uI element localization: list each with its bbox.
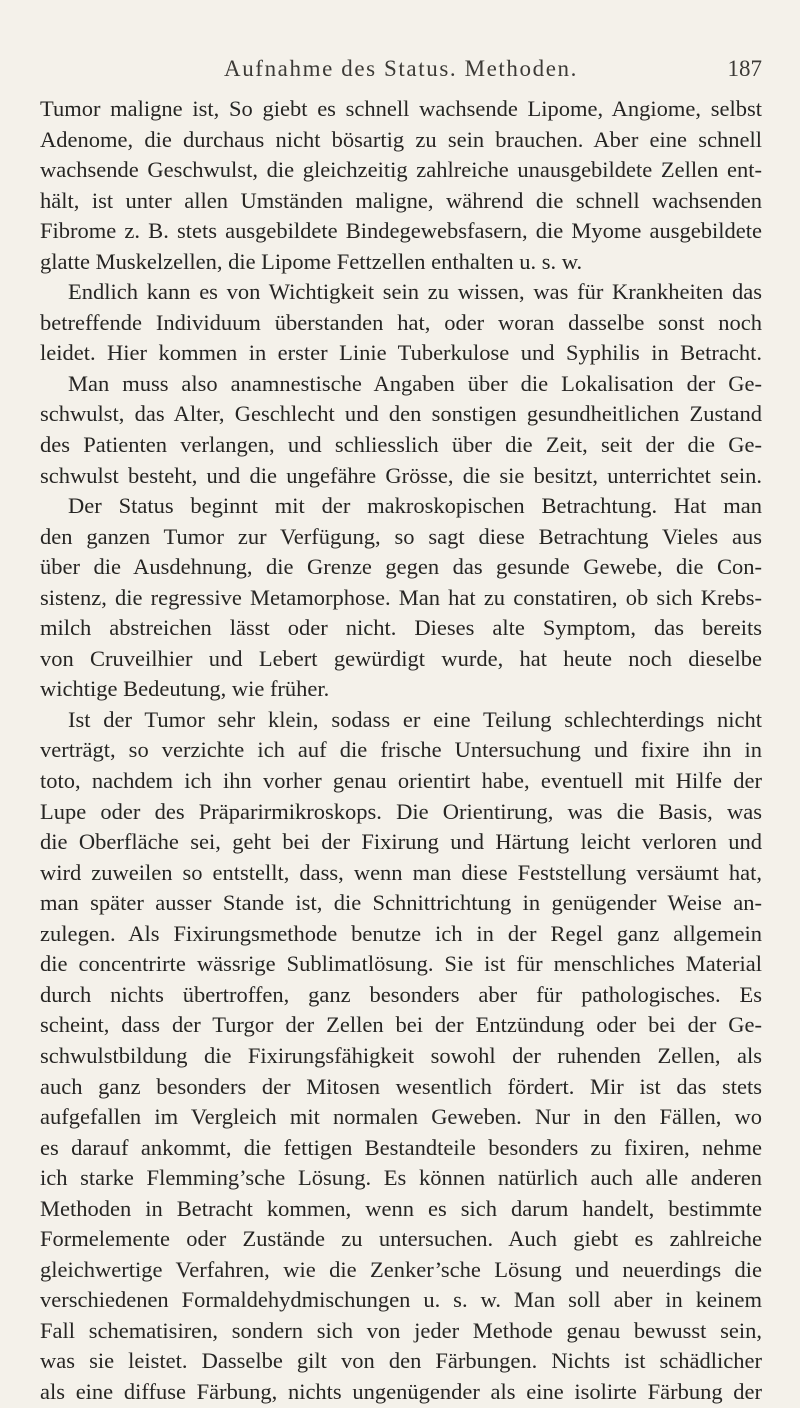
text-line: durch nichts übertroffen, ganz besonders aber für pathologisches. Es (40, 981, 762, 1007)
running-head: Aufnahme des Status. Methoden. (224, 56, 578, 81)
text-line: Man muss also anamnestische Angaben über die Lokalisation der Ge- (68, 370, 762, 396)
body-text (40, 94, 762, 1408)
text-line: schwulst besteht, und die ungefähre Grösse, die sie besitzt, unterrichtet sein. (40, 462, 762, 488)
text-line: Methoden in Betracht kommen, wenn es sich darum handelt, bestimmte (40, 1195, 762, 1221)
text-line: die concentrirte wässrige Sublimatlösung. Sie ist für menschliches Material (40, 951, 762, 977)
text-line: Ist der Tumor sehr klein, sodass er eine Teilung schlechterdings nicht (68, 706, 762, 732)
text-line: zulegen. Als Fixirungsmethode benutze ich in der Regel ganz allgemein (40, 920, 762, 946)
page-number: 187 (727, 56, 762, 81)
text-line: glatte Muskelzellen, die Lipome Fettzellen enthalten u. s. w. (40, 248, 583, 274)
text-line: sistenz, die regressive Metamorphose. Man hat zu constatiren, ob sich Krebs- (40, 584, 762, 610)
text-line: über die Ausdehnung, die Grenze gegen das gesunde Gewebe, die Con- (40, 554, 762, 580)
text-line: man später ausser Stande ist, die Schnittrichtung in genügender Weise an- (40, 890, 762, 916)
text-line: die Oberfläche sei, geht bei der Fixirung und Härtung leicht verloren und (40, 829, 762, 855)
page-header (40, 56, 762, 90)
text-line: als eine diffuse Färbung, nichts ungenügender als eine isolirte Färbung der (40, 1378, 762, 1404)
text-line: hält, ist unter allen Umständen maligne, während die schnell wachsenden (40, 187, 762, 213)
text-line: Formelemente oder Zustände zu untersuchen. Auch giebt es zahlreiche (40, 1226, 762, 1252)
text-line: des Patienten verlangen, und schliesslich über die Zeit, seit der die Ge- (40, 432, 762, 458)
text-line: ich starke Flemming’sche Lösung. Es können natürlich auch alle anderen (40, 1165, 762, 1191)
text-line: wichtige Bedeutung, wie früher. (40, 676, 330, 702)
text-line: leidet. Hier kommen in erster Linie Tuberkulose und Syphilis in Betracht. (40, 340, 762, 366)
text-line: schwulstbildung die Fixirungsfähigkeit sowohl der ruhenden Zellen, als (40, 1042, 762, 1068)
text-line: Tumor maligne ist, So giebt es schnell wachsende Lipome, Angiome, selbst (40, 96, 762, 121)
text-line: den ganzen Tumor zur Verfügung, so sagt diese Betrachtung Vieles aus (40, 523, 762, 549)
text-line: verschiedenen Formaldehydmischungen u. s. w. Man soll aber in keinem (40, 1287, 762, 1313)
text-line: Der Status beginnt mit der makroskopischen Betrachtung. Hat man (68, 493, 762, 519)
text-line: Fibrome z. B. stets ausgebildete Bindegewebsfasern, die Myome ausgebildete (40, 218, 762, 244)
text-line: Fall schematisiren, sondern sich von jeder Methode genau bewusst sein, (40, 1317, 762, 1343)
text-line: milch abstreichen lässt oder nicht. Dieses alte Symptom, das bereits (40, 615, 762, 641)
text-line: toto, nachdem ich ihn vorher genau orientirt habe, eventuell mit Hilfe der (40, 768, 762, 794)
text-line: schwulst, das Alter, Geschlecht und den sonstigen gesundheitlichen Zustand (40, 401, 762, 427)
text-line: scheint, dass der Turgor der Zellen bei der Entzündung oder bei der Ge- (40, 1012, 762, 1038)
text-line: von Cruveilhier und Lebert gewürdigt wurde, hat heute noch dieselbe (40, 645, 762, 671)
text-line: Lupe oder des Präparirmikroskops. Die Orientirung, was die Basis, was (40, 798, 762, 824)
text-line: wachsende Geschwulst, die gleichzeitig zahlreiche unausgebildete Zellen ent- (40, 157, 762, 183)
text-line: es darauf ankommt, die fettigen Bestandteile besonders zu fixiren, nehme (40, 1134, 762, 1160)
text-line: verträgt, so verzichte ich auf die frische Untersuchung und fixire ihn in (40, 737, 762, 763)
text-line: aufgefallen im Vergleich mit normalen Geweben. Nur in den Fällen, wo (40, 1104, 762, 1130)
text-line: Adenome, die durchaus nicht bösartig zu sein brauchen. Aber eine schnell (40, 126, 762, 152)
text-line: gleichwertige Verfahren, wie die Zenker’sche Lösung und neuerdings die (40, 1256, 762, 1282)
text-line: betreffende Individuum überstanden hat, oder woran dasselbe sonst noch (40, 309, 762, 335)
text-line: was sie leistet. Dasselbe gilt von den Färbungen. Nichts ist schädlicher (40, 1348, 762, 1374)
text-line: wird zuweilen so entstellt, dass, wenn man diese Feststellung versäumt hat, (40, 859, 762, 885)
text-line: Endlich kann es von Wichtigkeit sein zu wissen, was für Krankheiten das (68, 279, 762, 305)
text-line: auch ganz besonders der Mitosen wesentlich fördert. Mir ist das stets (40, 1073, 762, 1099)
